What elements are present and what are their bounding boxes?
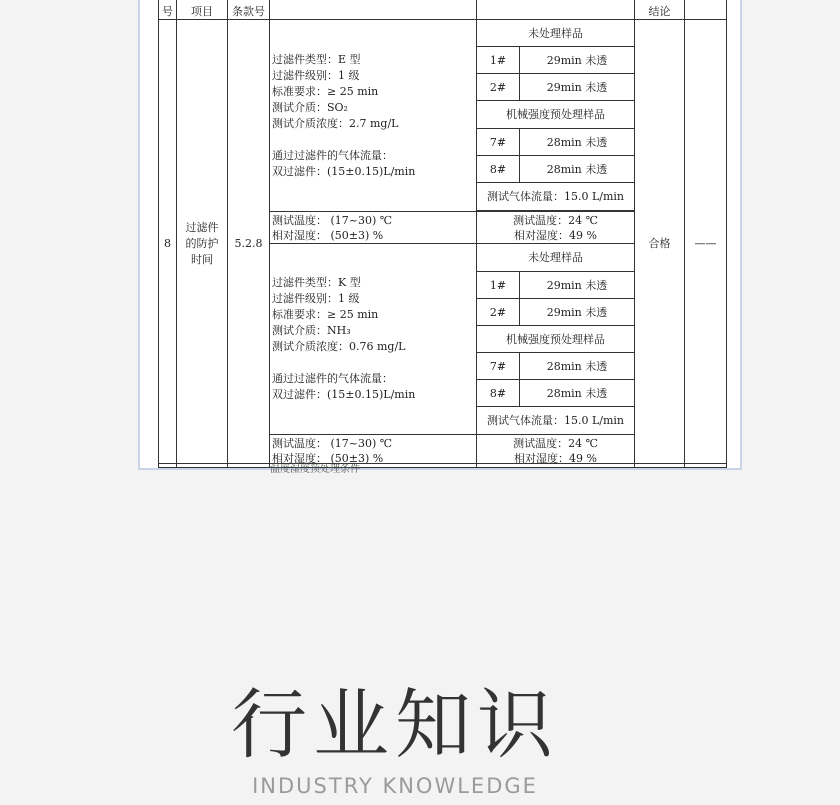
header-standard	[270, 0, 477, 20]
row-clause: 5.2.8	[228, 20, 270, 468]
sample-id: 8#	[477, 156, 520, 183]
sample-id: 2#	[477, 74, 520, 101]
sample-result: 29min 未透	[520, 272, 635, 299]
cutoff-text: 温度湿度预处理条件	[270, 464, 360, 475]
untreated-label-k: 未处理样品	[477, 244, 635, 272]
sample-result: 28min 未透	[520, 129, 635, 156]
header-results	[477, 0, 635, 20]
sample-result: 29min 未透	[520, 74, 635, 101]
env-req-k: 测试温度： (17~30) ℃ 相对湿度： (50±3) %	[270, 435, 477, 468]
env-meas-e: 测试温度：24 ℃ 相对湿度：49 %	[477, 212, 635, 244]
header-remark	[685, 0, 727, 20]
sample-id: 1#	[477, 272, 520, 299]
env-req-e: 测试温度： (17~30) ℃ 相对湿度： (50±3) %	[270, 212, 477, 244]
sample-result: 28min 未透	[520, 380, 635, 407]
row-item: 过滤件 的防护 时间	[177, 20, 228, 468]
sample-id: 1#	[477, 47, 520, 74]
sample-id: 7#	[477, 353, 520, 380]
flow-k: 测试气体流量：15.0 L/min	[477, 407, 635, 435]
sample-result: 28min 未透	[520, 353, 635, 380]
flow-e: 测试气体流量：15.0 L/min	[477, 183, 635, 211]
pretreated-label-e: 机械强度预处理样品	[477, 101, 635, 129]
row-remark: ——	[685, 20, 727, 468]
sample-id: 2#	[477, 299, 520, 326]
header-clause: 条款号	[228, 0, 270, 20]
test-report-table	[158, 0, 727, 468]
section-subtitle: INDUSTRY KNOWLEDGE	[252, 774, 538, 798]
sample-result: 29min 未透	[520, 47, 635, 74]
sample-result: 29min 未透	[520, 299, 635, 326]
standard-k: 过滤件类型：K 型 过滤件级别：1 级 标准要求：≥ 25 min 测试介质：NH₃ 测试介质浓度：0.76 mg/L 通过过滤件的气体流量： 双过滤件：(15±0.15)L/min	[270, 244, 477, 435]
header-row	[159, 0, 727, 20]
pretreated-label-k: 机械强度预处理样品	[477, 326, 635, 353]
untreated-label-e: 未处理样品	[477, 20, 635, 47]
header-conclusion: 结论	[635, 0, 685, 20]
section-title: 行业知识	[231, 680, 559, 769]
sample-id: 8#	[477, 380, 520, 407]
env-meas-k: 测试温度：24 ℃ 相对湿度：49 %	[477, 435, 635, 468]
sample-result: 28min 未透	[520, 156, 635, 183]
standard-e: 过滤件类型：E 型 过滤件级别：1 级 标准要求：≥ 25 min 测试介质：SO₂ 测试介质浓度：2.7 mg/L 通过过滤件的气体流量： 双过滤件：(15±0.15)L/min	[270, 20, 477, 212]
sample-id: 7#	[477, 129, 520, 156]
row-number: 8	[159, 20, 177, 468]
table-cut-border	[158, 463, 726, 464]
row-conclusion: 合格	[635, 20, 685, 468]
header-no: 号	[159, 0, 177, 20]
test-report-scan	[138, 0, 742, 475]
header-item: 项目	[177, 0, 228, 20]
